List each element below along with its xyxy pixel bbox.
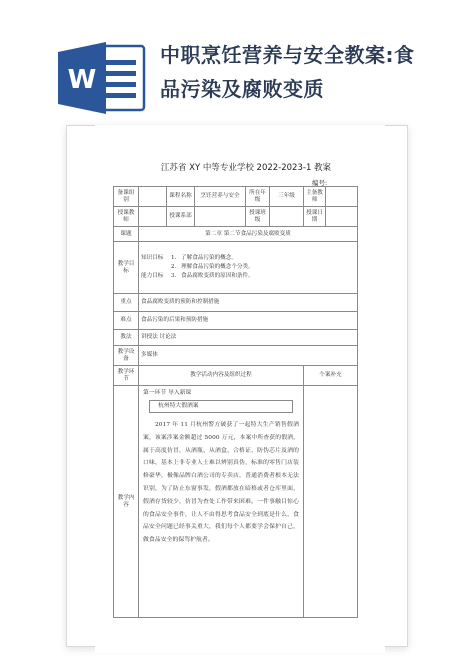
table-row — [114, 366, 358, 386]
goals-cell — [139, 242, 358, 294]
cell-label: 难点 — [114, 312, 139, 330]
cell-label: 授课教师 — [114, 207, 139, 227]
word-document-icon — [56, 38, 148, 116]
title-line-2: 品污染及腐败变质 — [160, 77, 324, 101]
table-row — [114, 312, 358, 330]
title-line-1: 中职烹饪营养与安全教案:食 — [160, 43, 415, 67]
cell-value: 烹饪营养与安全 — [195, 187, 246, 207]
supplement-cell — [304, 386, 358, 618]
goal-number: 1. — [171, 255, 177, 261]
goal-category: 能力目标 — [141, 273, 164, 279]
cell-value — [326, 187, 358, 207]
cell-value — [270, 207, 304, 227]
cell-value — [139, 207, 167, 227]
cell-value: 食品污染的后果和预防措施 — [139, 312, 358, 330]
table-row — [114, 294, 358, 312]
cell-label: 教学目标 — [114, 242, 139, 294]
cell-value — [195, 207, 246, 227]
goal-text: 了解食品污染的概念。 — [181, 255, 237, 261]
table-row — [114, 227, 358, 242]
teaching-content-cell — [139, 386, 304, 618]
cell-label: 教学内容 — [114, 386, 139, 618]
table-row — [114, 207, 358, 227]
column-header: 教学活动内容及组织过程 — [139, 366, 304, 386]
table-row — [114, 187, 358, 207]
table-row — [114, 386, 358, 618]
document-number-label: 编号: — [312, 179, 328, 187]
goal-number: 2. — [171, 264, 177, 270]
section-title: 第一环节 导入新课 — [143, 390, 192, 396]
cell-value: 食品腐败变质的预防和控制措施 — [139, 294, 358, 312]
cell-label: 教学环节 — [114, 366, 139, 386]
cell-value — [326, 207, 358, 227]
lesson-plan-table — [113, 186, 358, 618]
cell-label: 主备教师 — [304, 187, 326, 207]
goal-line — [141, 272, 355, 281]
goal-number: 3. — [171, 273, 177, 279]
cell-label: 授课系部 — [167, 207, 195, 227]
table-row — [114, 346, 358, 366]
goal-line — [141, 254, 355, 263]
logo-letter: W — [67, 65, 97, 95]
cell-label: 重点 — [114, 294, 139, 312]
cell-label: 教学设备 — [114, 346, 139, 366]
page-title — [160, 38, 460, 106]
cell-label: 教法 — [114, 330, 139, 346]
goal-category: 知识目标 — [141, 255, 164, 261]
goal-line — [141, 263, 355, 272]
cell-value: 第二章 第二节食品污染及腐败变质 — [139, 227, 358, 242]
cell-value: 多媒体 — [139, 346, 358, 366]
goal-text: 理解食品污染的概念个分类。 — [181, 264, 254, 270]
case-title: 杭州特大假酒案 — [149, 400, 293, 413]
cell-label: 课程名称 — [167, 187, 195, 207]
cell-value: 三年级 — [270, 187, 304, 207]
case-paragraph: 2017 年 11 月杭州警方破获了一起特大生产销售假酒案，该案涉案金额超过 5000 万元，本案中所查获的假酒，属于高度仿冒，从酒瓶、从酒盒、合格证、防伪芯片及酒的口味，基本上非专业人士难以辨别真伪，标准的零售门店装修豪华，极像品牌白酒公司的专卖店，普通消费者根本无法识别，为了防止东窗事发，假酒都放在暗格或者仓库里面，假酒存货较少，仿冒为查处工作带来困难。一件事触目惊心的食品安全事件，让人不由得思考食品安全到底是什么，食品安全问题已经事关重大，我们每个人都要学会保护自己，做食品安全的保驾护航者。 — [143, 422, 299, 544]
cell-label: 所在年级 — [246, 187, 270, 207]
cell-value — [139, 187, 167, 207]
column-header: 个案补充 — [304, 366, 358, 386]
table-row — [114, 242, 358, 294]
cell-label: 授课班级 — [246, 207, 270, 227]
table-row — [114, 330, 358, 346]
cell-label: 授课日期 — [304, 207, 326, 227]
document-heading: 江苏省 XY 中等专业学校 2022-2023-1 教案 — [160, 163, 332, 173]
cell-value: 讲授法 讨论法 — [139, 330, 358, 346]
cell-label: 备课组别 — [114, 187, 139, 207]
cell-label: 课题 — [114, 227, 139, 242]
goal-text: 食品腐败变质的原因和条件。 — [181, 273, 254, 279]
